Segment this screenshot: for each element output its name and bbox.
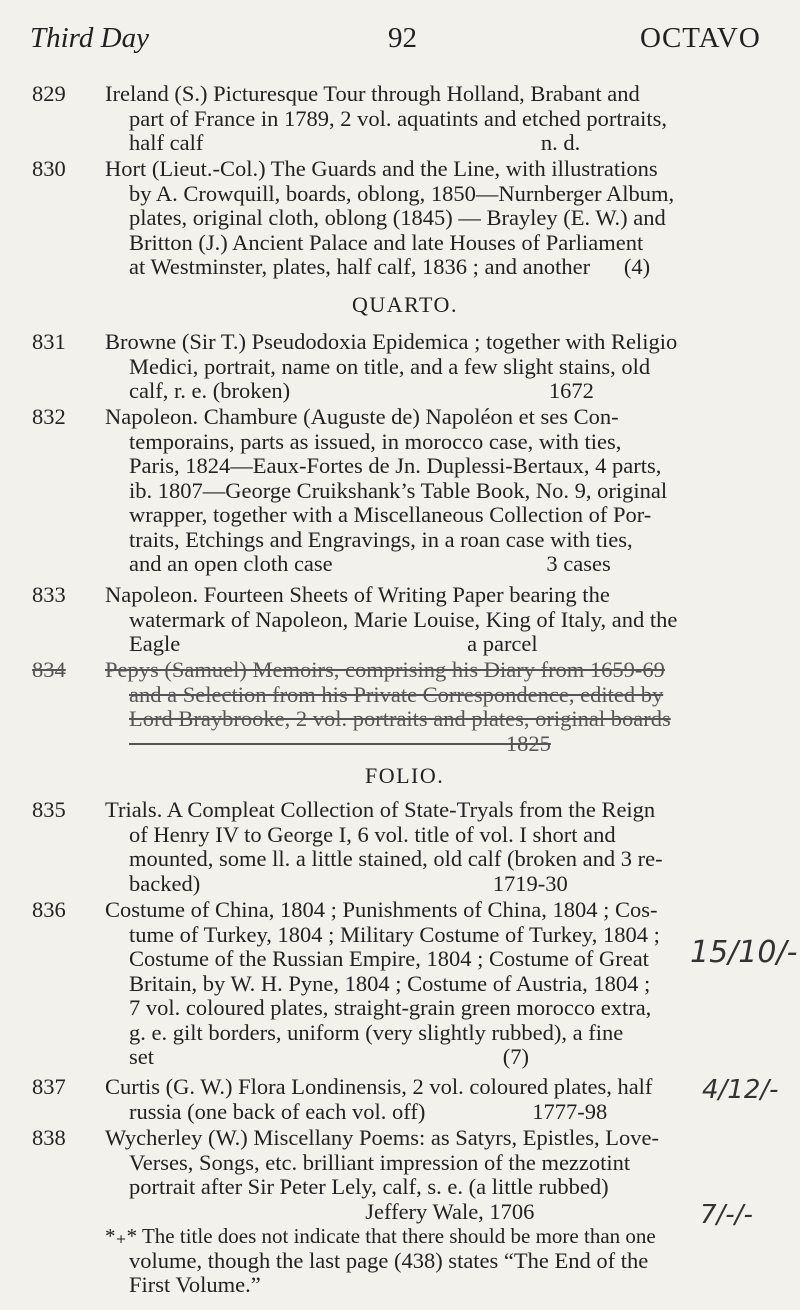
lot-line: *₊* The title does not indicate that there should be more than one — [105, 1224, 656, 1248]
lot-line: and an open cloth case 3 cases — [129, 551, 611, 576]
lot-line: tume of Turkey, 1804 ; Military Costume of Turkey, 1804 ; — [129, 921, 660, 947]
lot-line: mounted, some ll. a little stained, old calf (broken and 3 re- — [129, 846, 663, 871]
lot-line: by A. Crowquill, boards, oblong, 1850—Nurnberger Album, — [129, 180, 675, 206]
lot-line: Hort (Lieut.-Col.) The Guards and the Line, with illustrations — [105, 156, 658, 181]
lot-line: volume, though the last page (438) states “The End of the — [129, 1247, 649, 1273]
lot-line: wrapper, together with a Miscellaneous Collection of Por- — [129, 502, 652, 527]
lot-line: half calf n. d. — [129, 130, 581, 155]
lot-description — [105, 898, 775, 1070]
handwritten-price-836: 15/10/- — [690, 935, 798, 970]
lot-number: 833 — [32, 582, 66, 607]
lot-number: 832 — [32, 404, 66, 429]
lot-line: g. e. gilt borders, uniform (very slightly rubbed), a fine — [129, 1019, 624, 1045]
lot-line: Paris, 1824—Eaux-Fortes de Jn. Duplessi-Bertaux, 4 parts, — [129, 453, 662, 478]
lot-description — [105, 330, 775, 404]
lot-description — [105, 583, 775, 657]
lot-line: watermark of Napoleon, Marie Louise, King of Italy, and the — [129, 606, 678, 632]
header-format: OCTAVO — [640, 22, 761, 54]
lot-line: Wycherley (W.) Miscellany Poems: as Satyrs, Epistles, Love- — [105, 1125, 659, 1150]
lot-line: Pepys (Samuel) Memoirs, comprising his Diary from 1659-69 — [105, 657, 665, 682]
lot-line: Costume of China, 1804 ; Punishments of China, 1804 ; Cos- — [105, 897, 658, 922]
lot-line: Napoleon. Fourteen Sheets of Writing Paper bearing the — [105, 582, 610, 607]
lot-line: russia (one back of each vol. off) 1777-98 — [129, 1098, 608, 1124]
lot-number: 838 — [32, 1125, 66, 1150]
lot-line: Ireland (S.) Picturesque Tour through Holland, Brabant and — [105, 81, 640, 106]
lot-line: part of France in 1789, 2 vol. aquatints and etched portraits, — [129, 105, 667, 131]
lot-description — [105, 798, 775, 896]
lot-line: of Henry IV to George I, 6 vol. title of vol. I short and — [129, 821, 616, 847]
lot-line: Napoleon. Chambure (Auguste de) Napoléon et ses Con- — [105, 404, 619, 429]
lot-description — [105, 157, 775, 280]
lot-line: Medici, portrait, name on title, and a few slight stains, old — [129, 353, 651, 379]
lot-line: Trials. A Compleat Collection of State-Tryals from the Reign — [105, 797, 656, 822]
lot-line: traits, Etchings and Engravings, in a roan case with ties, — [129, 526, 633, 552]
lot-line: set (7) — [129, 1044, 529, 1069]
lot-line: Lord Braybrooke, 2 vol. portraits and plates, original boards — [129, 706, 671, 731]
lot-description — [105, 658, 775, 756]
lot-line: Browne (Sir T.) Pseudodoxia Epidemica ; together with Religio — [105, 329, 678, 354]
lot-line: Britain, by W. H. Pyne, 1804 ; Costume of Austria, 1804 ; — [129, 970, 651, 996]
lot-line: and a Selection from his Private Correspondence, edited by — [129, 681, 664, 707]
handwritten-price-838: 7/-/- — [700, 1200, 753, 1230]
lot-line: First Volume.” — [129, 1272, 261, 1297]
lot-number: 836 — [32, 897, 66, 922]
lot-line: Costume of the Russian Empire, 1804 ; Costume of Great — [129, 946, 649, 971]
lot-description — [105, 1075, 775, 1124]
lot-line: 7 vol. coloured plates, straight-grain green morocco extra, — [129, 995, 652, 1020]
page-header — [0, 22, 800, 62]
lot-description — [105, 82, 775, 156]
lot-number: 831 — [32, 329, 66, 354]
lot-line: ib. 1807—George Cruikshank’s Table Book, No. 9, original — [129, 477, 668, 503]
handwritten-price-837: 4/12/- — [702, 1075, 779, 1105]
lot-line: plates, original cloth, oblong (1845) — Brayley (E. W.) and — [129, 205, 666, 230]
lot-number: 835 — [32, 797, 66, 822]
lot-line: temporains, parts as issued, in morocco case, with ties, — [129, 428, 622, 454]
lot-line: Verses, Songs, etc. brilliant impression of the mezzotint — [129, 1149, 631, 1175]
lot-number: 834 — [32, 657, 66, 682]
lot-line: portrait after Sir Peter Lely, calf, s. e. (a little rubbed) — [129, 1174, 609, 1199]
lot-number: 829 — [32, 81, 66, 106]
lot-line: Britton (J.) Ancient Palace and late Houses of Parliament — [129, 229, 644, 255]
lot-line: 1825 — [129, 730, 551, 756]
lot-description — [105, 1126, 775, 1298]
header-day: Third Day — [30, 22, 149, 54]
lot-line: Jeffery Wale, 1706 — [129, 1198, 535, 1224]
lot-number: 830 — [32, 156, 66, 181]
lot-description — [105, 405, 775, 577]
page-number: 92 — [388, 22, 417, 54]
lot-line: calf, r. e. (broken) 1672 — [129, 378, 594, 403]
section-heading-folio: FOLIO. — [365, 763, 445, 788]
lot-line: Curtis (G. W.) Flora Londinensis, 2 vol. coloured plates, half — [105, 1074, 653, 1099]
section-heading-quarto: QUARTO. — [352, 292, 458, 317]
lot-line: backed) 1719-30 — [129, 870, 568, 896]
lot-line: at Westminster, plates, half calf, 1836 ; and another (4) — [129, 254, 651, 279]
lot-number: 837 — [32, 1074, 66, 1099]
lot-line: Eagle a parcel — [129, 631, 538, 656]
